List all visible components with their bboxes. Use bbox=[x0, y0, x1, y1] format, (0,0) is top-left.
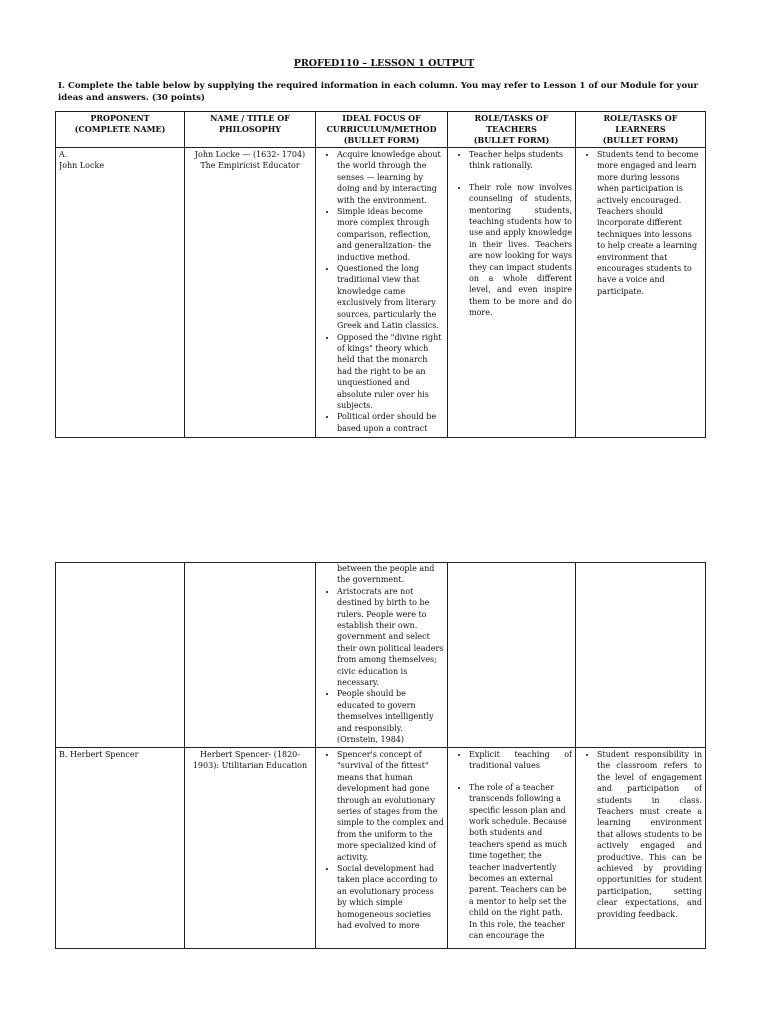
header-line: PROPONENT bbox=[90, 113, 150, 123]
philosophy-cell bbox=[185, 563, 316, 748]
header-focus bbox=[316, 112, 448, 148]
philosophy-cell bbox=[185, 148, 316, 438]
learners-cell bbox=[576, 748, 706, 949]
table-row bbox=[56, 563, 706, 748]
list-item: • The role of a teacher transcends following a specific lesson plan and work schedule. Because both students and teachers spend as much time together, the teacher inadvertently becomes an external parent. Teachers can be a mentor to help set the child on the right path. In this role, the teacher can encourage the bbox=[469, 782, 572, 942]
header-line: (BULLET FORM) bbox=[473, 135, 550, 145]
learners-cell bbox=[576, 563, 706, 748]
table-row bbox=[56, 148, 706, 438]
focus-list bbox=[319, 149, 444, 434]
table-row bbox=[56, 748, 706, 949]
learners-cell bbox=[576, 148, 706, 438]
row-label: A. bbox=[59, 150, 68, 159]
list-item: • Aristocrats are not destined by birth to be rulers. People were to establish their own. government and select their own political leaders from among themselves; civic education is necessary. bbox=[337, 586, 444, 689]
proponent-cell bbox=[56, 563, 185, 748]
list-item: • Acquire knowledge about the world through the senses — learning by doing and by interacting with the environment. bbox=[337, 149, 444, 206]
header-line: ROLE/TASKS OF bbox=[474, 113, 549, 123]
focus-cell bbox=[316, 148, 448, 438]
header-line: ROLE/TASKS OF bbox=[603, 113, 678, 123]
header-line: NAME / TITLE OF bbox=[210, 113, 290, 123]
proponent-cell bbox=[56, 748, 185, 949]
output-table-page-2 bbox=[55, 562, 706, 949]
header-proponent bbox=[56, 112, 185, 148]
header-line: IDEAL FOCUS OF bbox=[342, 113, 421, 123]
list-item: • Student responsibility in the classroom refers to the level of engagement and participation of students in class. Teachers must create a learning environment that allows students to be actively engaged and productive. This can be achieved by providing opportunities for student participation, setting clear expectations, and providing feedback. bbox=[597, 749, 702, 920]
continued-text: between the people and the government. bbox=[337, 564, 435, 585]
list-item: • Their role now involves counseling of students, mentoring students, teaching students how to use and apply knowledge in their lives. Teachers are now looking for ways they can impact students on a whole different level, and even inspire them to be more and do more. bbox=[469, 182, 572, 319]
focus-cell bbox=[316, 563, 448, 748]
teachers-cell bbox=[448, 563, 576, 748]
header-teachers bbox=[448, 112, 576, 148]
focus-cell bbox=[316, 748, 448, 949]
header-line: LEARNERS bbox=[615, 124, 666, 134]
header-name bbox=[185, 112, 316, 148]
proponent-name: John Locke bbox=[59, 161, 105, 171]
list-item: • Simple ideas become more complex through comparison, reflection, and generalization- the inductive method. bbox=[337, 206, 444, 263]
proponent-cell bbox=[56, 148, 185, 438]
list-item: • Political order should be based upon a contract bbox=[337, 411, 444, 434]
philosophy-name: John Locke — (1632- 1704) The Empiricist Educator bbox=[194, 150, 306, 171]
list-item: • People should be educated to govern themselves intelligently and responsibly. (Ornstein, 1984) bbox=[337, 688, 444, 745]
philosophy-name: Herbert Spencer- (1820-1903): Utilitarian Education bbox=[192, 750, 308, 771]
header-line: (COMPLETE NAME) bbox=[74, 124, 166, 134]
output-table-page-1 bbox=[55, 111, 706, 438]
teachers-list bbox=[451, 749, 572, 942]
teachers-cell bbox=[448, 748, 576, 949]
list-item: • Social development had taken place according to an evolutionary process by which simple homogeneous societies had evolved to more bbox=[337, 863, 444, 931]
learners-list bbox=[579, 749, 702, 920]
focus-list bbox=[319, 586, 444, 746]
focus-list bbox=[319, 749, 444, 932]
teachers-list bbox=[451, 149, 572, 319]
header-line: (BULLET FORM) bbox=[343, 135, 420, 145]
list-item: • Spencer's concept of "survival of the fittest" means that human development had gone through an evolutionary series of stages from the simple to the complex and from the uniform to the more specialized kind of activity. bbox=[337, 749, 444, 863]
list-item: • Opposed the "divine right of kings" theory which held that the monarch had the right to be an unquestioned and absolute ruler over his subjects. bbox=[337, 332, 444, 412]
document-title: PROFED110 – LESSON 1 OUTPUT bbox=[293, 58, 475, 69]
header-line: (BULLET FORM) bbox=[602, 135, 679, 145]
learners-list bbox=[579, 149, 702, 297]
header-learners bbox=[576, 112, 706, 148]
list-item: • Questioned the long traditional view that knowledge came exclusively from literary sources, particularly the Greek and Latin classics. bbox=[337, 263, 444, 331]
philosophy-cell bbox=[185, 748, 316, 949]
header-line: TEACHERS bbox=[486, 124, 537, 134]
teachers-cell bbox=[448, 148, 576, 438]
instructions: I. Complete the table below by supplying the required information in each column. You may refer to Lesson 1 of our Module for your ideas and answers. (30 points) bbox=[58, 81, 698, 103]
header-line: PHILOSOPHY bbox=[219, 124, 281, 134]
proponent-name: B. Herbert Spencer bbox=[59, 750, 139, 759]
list-item: • Teacher helps students think rationally. bbox=[469, 149, 572, 172]
header-line: CURRICULUM/METHOD bbox=[326, 124, 437, 134]
list-item: • Students tend to become more engaged and learn more during lessons when participation is actively encouraged. Teachers should incorporate different techniques into lessons to help create a learning environment that encourages students to have a voice and participate. bbox=[597, 149, 702, 297]
list-item: • Explicit teaching of traditional values bbox=[469, 749, 572, 772]
header-row bbox=[56, 112, 706, 148]
